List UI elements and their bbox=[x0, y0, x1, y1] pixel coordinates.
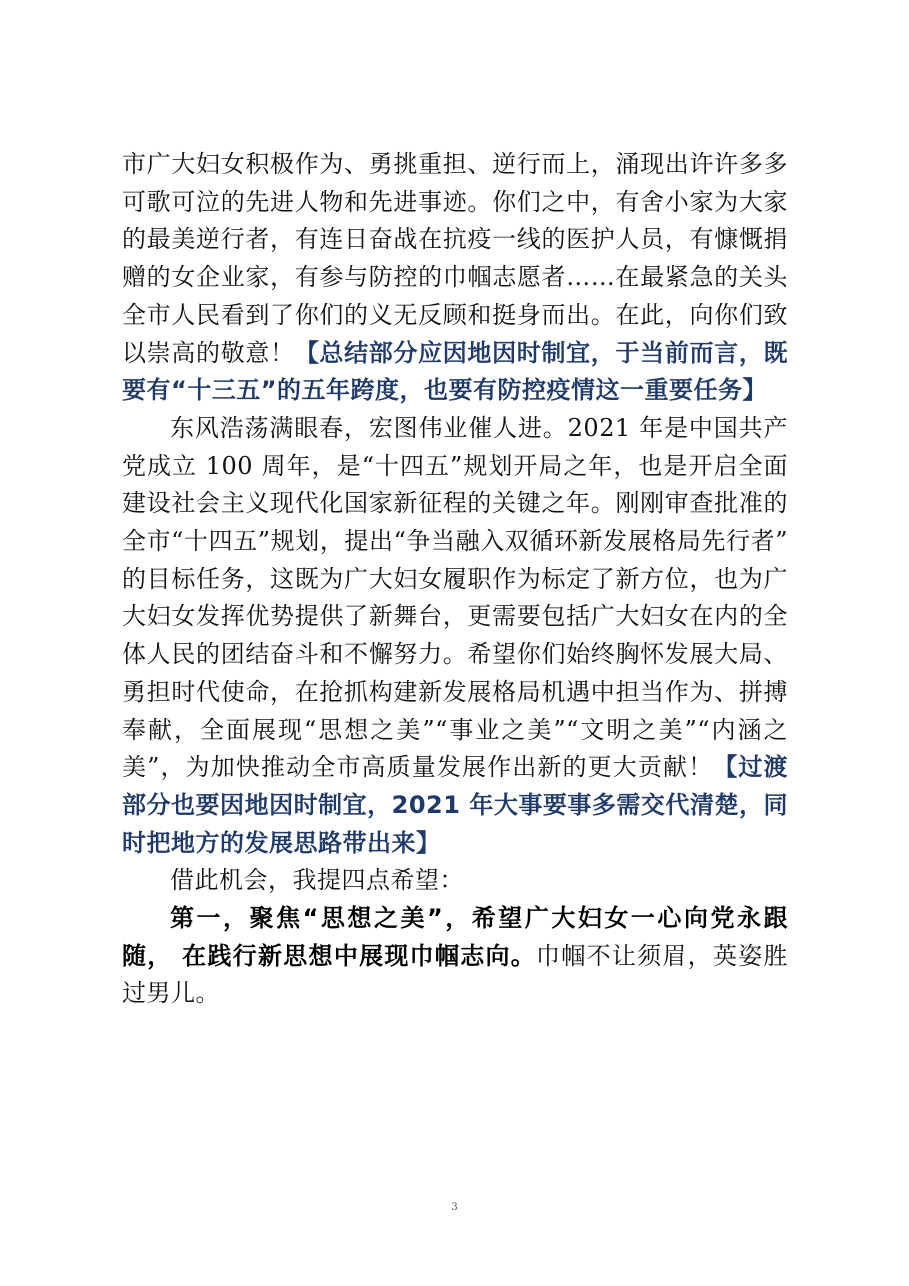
first-hope-heading: 第一，聚焦“思想之美”，希望广大妇女一心向党永跟随， 在践行新思想中展现巾帼志向。 bbox=[122, 904, 788, 970]
paragraph-four-hopes-intro bbox=[122, 862, 788, 900]
paragraph-first-hope bbox=[122, 900, 788, 1013]
paragraph-women-contributions bbox=[122, 146, 788, 410]
paragraph-text: 借此机会，我提四点希望： bbox=[170, 866, 464, 895]
paragraph-development-outlook bbox=[122, 410, 788, 862]
editor-note: 【过渡部分也要因地因时制宜，2021 年大事要事多需交代清楚，同时把地方的发展思路带出来】 bbox=[122, 753, 788, 857]
document-body bbox=[122, 146, 788, 1013]
editor-note: 【总结部分应因地因时制宜，于当前而言，既 要有“十三五”的五年跨度，也要有防控疫情这一重要任务】 bbox=[122, 338, 789, 405]
page-number: 3 bbox=[451, 1202, 458, 1213]
paragraph-text: 巾帼不让须眉，英姿胜过男儿。 bbox=[122, 941, 789, 1008]
paragraph-text: 东风浩荡满眼春，宏图伟业催人进。2021 年是中国共产党成立 100 周年，是“十四五”规划开局之年，也是开启全面建设社会主义现代化国家新征程的关键之年。刚刚审查批准的全市“十四五”规划，提出“争当融入双循环新发展格局先行者” 的目标任务，这既为广大妇女履职作为标定了新方位，也为广大妇女发挥优势提供了新舞台，更需要包括广大妇女在内的全体人民的团结奋斗和不懈努力。希望你们始终胸怀发展大局、勇担时代使命，在抢抓构建新发展格局机遇中担当作为、拼搏奉献，全面展现“思想之美”“事业之美”“文明之美”“内涵之美”，为加快推动全市高质量发展作出新的更大贡献！ bbox=[122, 413, 788, 782]
paragraph-text: 市广大妇女积极作为、勇挑重担、逆行而上，涌现出许许多多 可歌可泣的先进人物和先进事迹。你们之中，有舍小家为大家 的最美逆行者，有连日奋战在抗疫一线的医护人员，有慷慨捐 赠的女企业家，有参与防控的巾帼志愿者……在最紧急的关头 全市人民看到了你们的义无反顾和挺身而出。在此，向你们致 以崇高的敬意！ bbox=[122, 150, 788, 367]
